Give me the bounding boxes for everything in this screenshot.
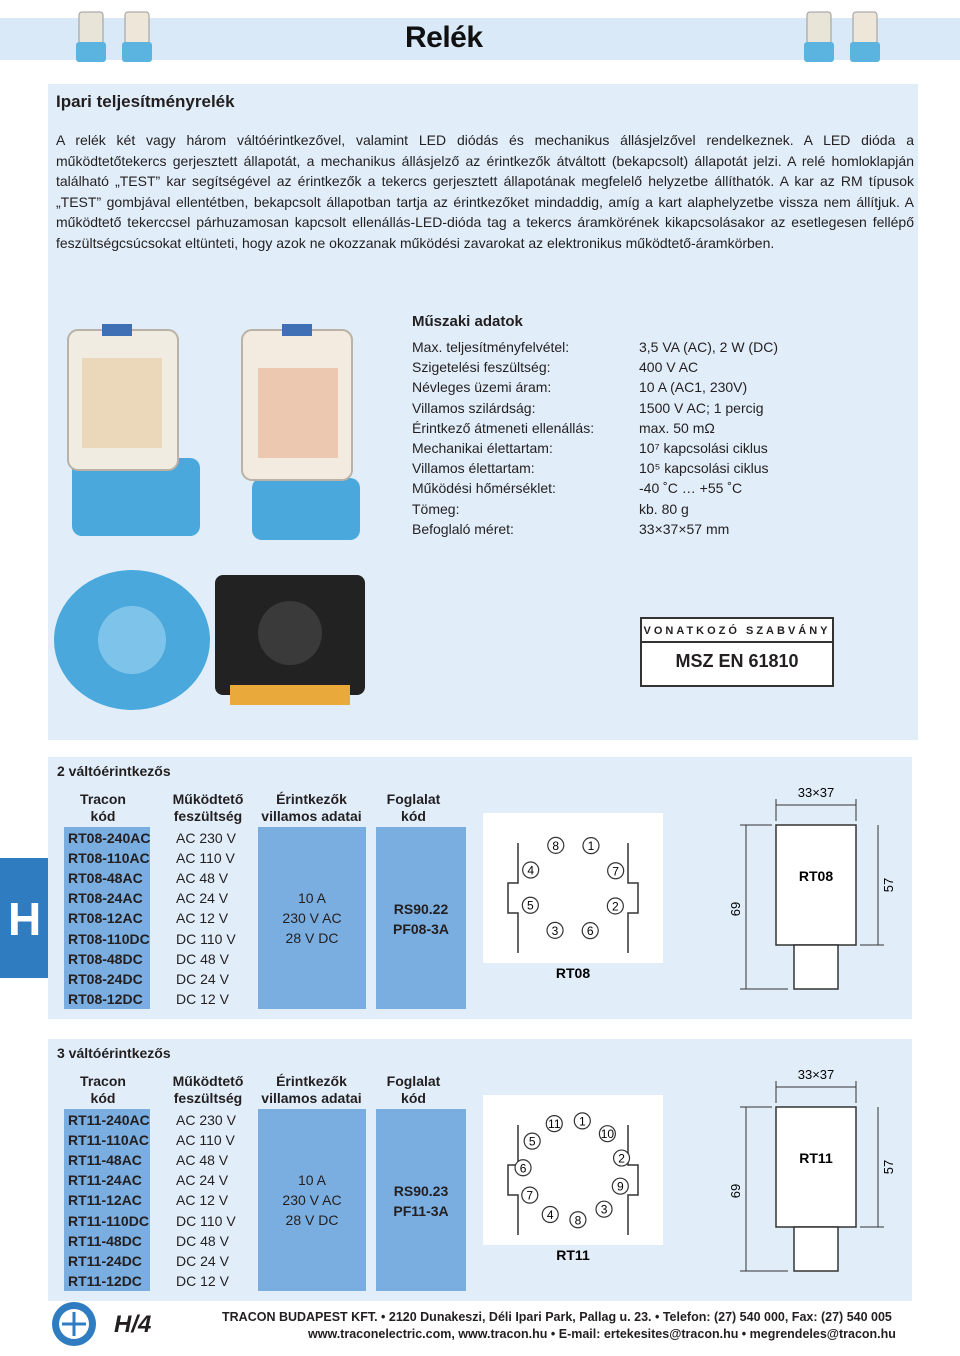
product-code: RT11-24DC	[68, 1252, 142, 1269]
header-voltage-line1: Működtető	[172, 1073, 244, 1089]
coil-voltage: DC 12 V	[176, 1272, 229, 1289]
header-contacts-line2: villamos adatai	[261, 808, 362, 824]
header-code-line1: Tracon	[80, 791, 126, 807]
pin-number: 1	[587, 839, 595, 854]
spec-value: 10⁵ kapcsolási ciklus	[639, 460, 769, 477]
pin-number: 2	[618, 1151, 625, 1166]
spec-label: Mechanikai élettartam:	[412, 440, 553, 456]
coil-voltage: AC 230 V	[176, 830, 236, 846]
header-voltage-line2: feszültség	[173, 1090, 243, 1106]
pin-number: 10	[600, 1127, 615, 1142]
pin-number: 3	[551, 923, 559, 938]
coil-voltage: DC 24 V	[176, 1252, 229, 1269]
box-label: RT11	[799, 1150, 833, 1166]
relay-body-outline	[776, 825, 856, 945]
footer-contact: www.traconelectric.com, www.tracon.hu • E-mail: ertekesites@tracon.hu • megrendeles@tracon.hu	[308, 1327, 896, 1341]
header-voltage	[153, 1073, 263, 1107]
header-code	[58, 1073, 148, 1107]
spec-value: kb. 80 g	[639, 500, 689, 517]
product-code: RT08-12DC	[68, 990, 143, 1007]
relay-thumbnail-icon	[804, 8, 834, 66]
coil-voltage: AC 48 V	[176, 870, 229, 887]
socket-code: PF11-3A	[393, 1203, 449, 1219]
dimension-width: 33×37	[797, 785, 835, 800]
socket-code: RS90.23	[393, 1183, 449, 1199]
contact-rating: 28 V DC	[285, 1212, 339, 1228]
coil-voltage: AC 110 V	[176, 850, 235, 867]
intro-section	[48, 84, 918, 264]
relay-base-outline	[794, 945, 838, 989]
coil-voltage: AC 24 V	[176, 1172, 229, 1189]
dimension-height: 69	[728, 901, 743, 917]
contact-rating: 28 V DC	[285, 930, 339, 946]
coil-voltage: DC 110 V	[176, 1212, 236, 1229]
pin-number: 8	[574, 1213, 582, 1228]
spec-value: -40 ˚C … +55 ˚C	[639, 480, 743, 497]
spec-label: Befoglaló méret:	[412, 520, 514, 537]
coil-voltage: AC 24 V	[176, 890, 229, 907]
header-code-line1: Tracon	[80, 1073, 126, 1089]
contact-rating: 10 A	[297, 1172, 327, 1188]
spec-row	[412, 339, 872, 359]
intro-heading: Ipari teljesítményrelék	[56, 92, 235, 111]
coil-voltage: DC 110 V	[176, 930, 236, 947]
pin-number: 2	[611, 899, 619, 914]
spec-value: 1500 V AC; 1 percig	[639, 399, 764, 416]
section-title: 2 váltóérintkezős	[57, 763, 171, 779]
pin-number: 9	[616, 1179, 624, 1194]
dimension-height: 69	[728, 1183, 743, 1199]
socket-code: PF08-3A	[392, 921, 450, 937]
standard-value: MSZ EN 61810	[675, 651, 799, 671]
page-title: Relék	[405, 21, 483, 54]
contact-ratings	[258, 1170, 366, 1230]
spec-label: Szigetelési feszültség:	[412, 359, 551, 376]
pin-number: 4	[546, 1208, 554, 1223]
contact-ratings	[258, 888, 366, 948]
contact-rating: 10 A	[297, 890, 327, 906]
spec-row	[412, 379, 872, 399]
box-label: RT08	[798, 868, 834, 884]
spec-row	[412, 400, 872, 420]
relay-thumbnail-icon	[122, 8, 152, 66]
section-3-contacts	[48, 1039, 912, 1301]
pin-number: 11	[548, 1117, 561, 1132]
product-code: RT08-48AC	[68, 870, 143, 887]
spec-label: Működési hőmérséklet:	[412, 480, 556, 497]
spec-row	[412, 521, 872, 541]
header-socket	[376, 1073, 451, 1107]
relay-thumbnail-icon	[76, 8, 106, 66]
coil-voltage: DC 48 V	[176, 950, 229, 967]
spec-row	[412, 501, 872, 521]
standard-box	[640, 617, 834, 687]
header-socket-line2: kód	[401, 1090, 426, 1106]
coil-voltage: AC 12 V	[176, 1192, 229, 1209]
dimension-drawing	[728, 1063, 898, 1283]
socket-photo-image	[50, 555, 390, 730]
pin-number: 3	[600, 1202, 608, 1217]
socket-code: RS90.22	[393, 901, 449, 917]
relay-photo-image	[62, 318, 372, 546]
footer-address: TRACON BUDAPEST KFT. • 2120 Dunakeszi, Déli Ipari Park, Pallag u. 23. • Telefon: (27) 540 000, Fax: (27) 540 005	[222, 1310, 892, 1324]
spec-value: max. 50 mΩ	[639, 419, 715, 436]
header-voltage-line1: Működtető	[172, 791, 244, 807]
header-voltage-line2: feszültség	[173, 808, 243, 824]
diagram-label: RT11	[556, 1247, 590, 1263]
product-code: RT08-24DC	[68, 970, 143, 987]
contact-rating: 230 V AC	[282, 1192, 342, 1208]
pin-diagram	[473, 793, 673, 983]
dimension-width: 33×37	[797, 1067, 835, 1082]
product-code: RT11-12DC	[68, 1272, 142, 1289]
pin-diagram	[473, 1075, 673, 1265]
spec-label: Tömeg:	[412, 500, 460, 517]
spec-label: Max. teljesítményfelvétel:	[412, 339, 570, 355]
header-socket-line2: kód	[401, 808, 426, 824]
section-2-contacts	[48, 757, 912, 1019]
spec-value: 400 V AC	[639, 359, 699, 376]
tracon-logo-icon	[50, 1300, 98, 1348]
socket-codes	[376, 1181, 466, 1221]
coil-voltage: AC 110 V	[176, 1132, 235, 1149]
product-code: RT08-110AC	[68, 850, 150, 867]
header-socket-line1: Foglalat	[386, 1073, 441, 1089]
pin-number: 7	[612, 864, 619, 879]
coil-voltage: DC 48 V	[176, 1232, 229, 1249]
relay-thumbnail-icon	[850, 8, 880, 66]
header-socket-line1: Foglalat	[386, 791, 441, 807]
spec-label: Névleges üzemi áram:	[412, 379, 552, 396]
page-number: H/4	[114, 1311, 152, 1338]
product-code: RT11-12AC	[68, 1192, 142, 1209]
spec-row	[412, 359, 872, 379]
diagram-background	[483, 813, 663, 963]
product-code: RT11-110DC	[68, 1212, 149, 1229]
chapter-letter: H	[8, 893, 42, 945]
product-code: RT11-24AC	[68, 1172, 142, 1189]
chapter-tab	[0, 858, 48, 978]
spec-value: 10⁷ kapcsolási ciklus	[639, 440, 768, 456]
product-code: RT08-110DC	[68, 930, 150, 947]
product-code: RT11-240AC	[68, 1112, 150, 1128]
header-code	[58, 791, 148, 825]
section-title: 3 váltóérintkezős	[57, 1045, 171, 1061]
relay-body-outline	[776, 1107, 856, 1227]
coil-voltage: DC 12 V	[176, 990, 229, 1007]
pin-number: 8	[552, 838, 560, 853]
header-voltage	[153, 791, 263, 825]
pin-number: 1	[578, 1114, 586, 1129]
header-code-line2: kód	[90, 1090, 116, 1106]
spec-value: 10 A (AC1, 230V)	[639, 379, 748, 396]
pin-number: 6	[586, 924, 594, 939]
pin-number: 4	[527, 863, 535, 878]
relay-base-outline	[794, 1227, 838, 1271]
header-socket	[376, 791, 451, 825]
product-code: RT08-240AC	[68, 830, 151, 846]
coil-voltage: AC 12 V	[176, 910, 229, 927]
coil-voltage: AC 230 V	[176, 1112, 236, 1128]
product-code: RT08-12AC	[68, 910, 143, 927]
socket-codes	[376, 899, 466, 939]
width-dimension-line	[776, 799, 856, 821]
pin-number: 5	[527, 898, 534, 913]
spec-value: 33×37×57 mm	[639, 520, 730, 537]
intro-text: A relék két vagy három váltóérintkezővel, valamint LED diódás és mechanikus állásjelzővel rendelkeznek. A LED dióda a működtetőtekercs gerjesztett állapotát, a mechanikus állásjelző az érintkezők átváltott (bekapcsolt) állapotát jelzi. A relé homloklapján található „TEST” kar segítségével az érintkezők a tekercs gerjesztett állapotának megfelelő helyzetbe állíthatók. A kar az RM típusok „TEST” gombjával ellentétben, bekapcsolt állapotban tartja az érintkezőket mindaddig, amíg a kart alaphelyzetbe vissza nem állítjuk. A működtető tekerccsel párhuzamosan kapcsolt ellenállás-LED-dióda tag a tekercs áramkörének kikapcsolásakor az esetlegesen fellépő feszültségcsúcsokat eltünteti, hogy azok ne okozzanak működési zavarokat az elektronikus működtető-áramkörben.	[56, 132, 914, 251]
pin-number: 6	[519, 1161, 527, 1176]
product-code: RT08-48DC	[68, 950, 143, 967]
product-code: RT08-24AC	[68, 890, 143, 907]
header-contacts-line1: Érintkezők	[276, 1073, 347, 1089]
spec-value: 3,5 VA (AC), 2 W (DC)	[639, 339, 778, 355]
spec-label: Érintkező átmeneti ellenállás:	[412, 419, 595, 436]
spec-row	[412, 460, 872, 480]
spec-row	[412, 480, 872, 500]
product-code: RT11-110AC	[68, 1132, 149, 1149]
spec-label: Villamos szilárdság:	[412, 399, 536, 416]
pin-number: 5	[528, 1134, 536, 1149]
coil-voltage: AC 48 V	[176, 1152, 229, 1169]
standard-divider	[642, 641, 832, 643]
contact-rating: 230 V AC	[282, 910, 342, 926]
dimension-body: 57	[881, 1159, 896, 1175]
width-dimension-line	[776, 1081, 856, 1103]
header-code-line2: kód	[90, 808, 116, 824]
specs-title: Műszaki adatok	[412, 313, 523, 330]
header-contacts-line2: villamos adatai	[261, 1090, 362, 1106]
product-code: RT11-48DC	[68, 1232, 142, 1249]
product-code: RT11-48AC	[68, 1152, 142, 1169]
standard-label: VONATKOZÓ SZABVÁNY	[643, 625, 831, 637]
diagram-label: RT08	[555, 965, 591, 981]
spec-label: Villamos élettartam:	[412, 460, 535, 477]
header-contacts	[254, 791, 369, 825]
header-contacts	[254, 1073, 369, 1107]
dimension-body: 57	[881, 877, 896, 893]
spec-row	[412, 440, 872, 460]
header-contacts-line1: Érintkezők	[276, 791, 347, 807]
spec-row	[412, 420, 872, 440]
coil-voltage: DC 24 V	[176, 970, 229, 987]
pin-number: 7	[526, 1188, 534, 1203]
dimension-drawing	[728, 781, 898, 1001]
